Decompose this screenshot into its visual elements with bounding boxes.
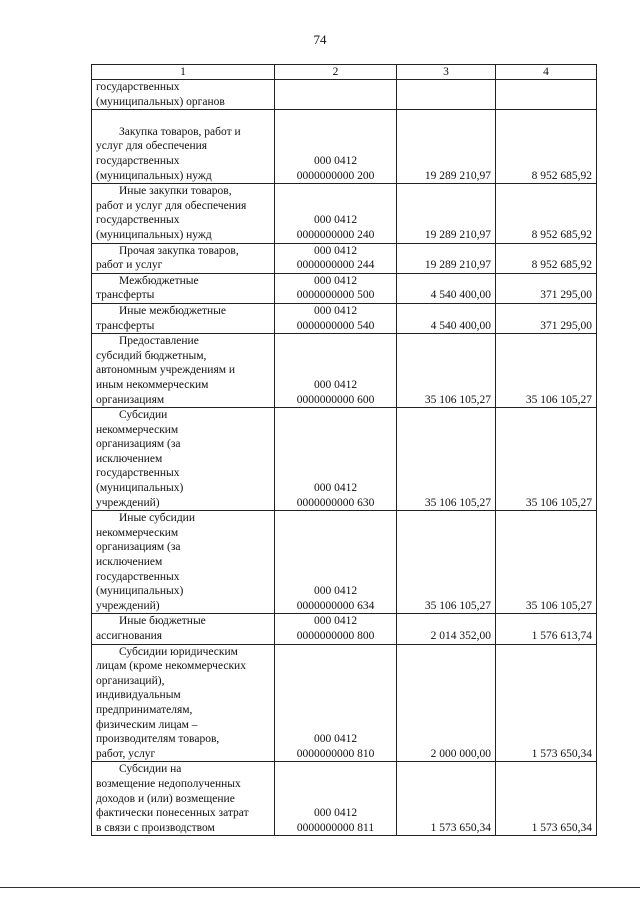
row-code: 000 0412 0000000000 800	[275, 614, 397, 644]
row-value-4: 1 573 650,34	[496, 762, 597, 836]
row-code: 000 0412 0000000000 200	[275, 110, 397, 184]
row-name: Иные субсидии некоммерческим организациям (за исключением государственных (муниципальных) учреждений)	[96, 512, 195, 612]
table-row	[92, 303, 597, 333]
row-name-cell	[92, 334, 275, 408]
table-row	[92, 80, 597, 110]
budget-table	[91, 64, 597, 836]
row-value-3: 4 540 400,00	[397, 273, 496, 303]
row-value-4: 371 295,00	[496, 303, 597, 333]
row-name-cell	[92, 762, 275, 836]
row-value-3: 2 014 352,00	[397, 614, 496, 644]
row-name: Межбюджетные трансферты	[96, 274, 199, 302]
row-value-4	[496, 80, 597, 110]
table-header-row	[92, 65, 597, 80]
row-value-3: 35 106 105,27	[397, 408, 496, 511]
row-code	[275, 80, 397, 110]
row-value-4: 8 952 685,92	[496, 184, 597, 243]
row-value-3: 19 289 210,97	[397, 184, 496, 243]
row-code: 000 0412 0000000000 500	[275, 273, 397, 303]
row-name: государственных (муниципальных) органов	[96, 81, 225, 108]
row-name: Иные закупки товаров, работ и услуг для обеспечения государственных (муниципальных) нужд	[96, 185, 247, 241]
row-code: 000 0412 0000000000 540	[275, 303, 397, 333]
row-value-4: 371 295,00	[496, 273, 597, 303]
row-name: Субсидии некоммерческим организациям (за исключением государственных (муниципальных) учреждений)	[96, 409, 184, 509]
row-value-3: 35 106 105,27	[397, 334, 496, 408]
row-name-cell	[92, 408, 275, 511]
row-name: Субсидии юридическим лицам (кроме некоммерческих организаций), индивидуальным предпринимателям, физическим лицам – производителям товаров, работ, услуг	[96, 645, 246, 760]
row-value-3: 2 000 000,00	[397, 644, 496, 762]
page-number: 74	[313, 32, 327, 47]
column-header-2: 2	[275, 65, 397, 80]
row-name-cell	[92, 243, 275, 273]
row-code: 000 0412 0000000000 634	[275, 511, 397, 614]
row-value-4: 1 576 613,74	[496, 614, 597, 644]
table-row	[92, 273, 597, 303]
row-name-cell	[92, 184, 275, 243]
row-code: 000 0412 0000000000 244	[275, 243, 397, 273]
table-row	[92, 184, 597, 243]
row-value-4: 8 952 685,92	[496, 243, 597, 273]
page-bottom-rule	[0, 887, 640, 888]
row-code: 000 0412 0000000000 240	[275, 184, 397, 243]
row-code: 000 0412 0000000000 630	[275, 408, 397, 511]
row-value-3: 35 106 105,27	[397, 511, 496, 614]
row-name: Иные межбюджетные трансферты	[96, 304, 226, 332]
row-value-4: 8 952 685,92	[496, 110, 597, 184]
row-value-4: 35 106 105,27	[496, 511, 597, 614]
table-row	[92, 644, 597, 762]
table-row	[92, 110, 597, 184]
column-header-4: 4	[496, 65, 597, 80]
row-value-3: 4 540 400,00	[397, 303, 496, 333]
table-row	[92, 408, 597, 511]
row-name: Субсидии на возмещение недополученных доходов и (или) возмещение фактически понесенных затрат в связи с производством	[96, 763, 249, 834]
row-value-4: 1 573 650,34	[496, 644, 597, 762]
row-name: Предоставление субсидий бюджетным, автономным учреждениям и иным некоммерческим организациям	[96, 335, 236, 406]
row-code: 000 0412 0000000000 811	[275, 762, 397, 836]
row-name: Прочая закупка товаров, работ и услуг	[96, 244, 239, 272]
row-code: 000 0412 0000000000 600	[275, 334, 397, 408]
table-row	[92, 243, 597, 273]
table-row	[92, 511, 597, 614]
column-header-1: 1	[92, 65, 275, 80]
row-name-cell	[92, 644, 275, 762]
row-value-4: 35 106 105,27	[496, 408, 597, 511]
row-name: Закупка товаров, работ и услуг для обеспечения государственных (муниципальных) нужд	[96, 125, 241, 182]
row-value-3	[397, 80, 496, 110]
row-value-3: 19 289 210,97	[397, 243, 496, 273]
row-value-3: 1 573 650,34	[397, 762, 496, 836]
row-name-cell	[92, 614, 275, 644]
row-value-4: 35 106 105,27	[496, 334, 597, 408]
table-row	[92, 334, 597, 408]
table-row	[92, 614, 597, 644]
row-name-cell	[92, 110, 275, 184]
column-header-3: 3	[397, 65, 496, 80]
row-name-cell	[92, 303, 275, 333]
row-name-cell	[92, 273, 275, 303]
row-name-cell	[92, 80, 275, 110]
row-value-3: 19 289 210,97	[397, 110, 496, 184]
row-name: Иные бюджетные ассигнования	[96, 615, 206, 642]
table-row	[92, 762, 597, 836]
row-name-cell	[92, 511, 275, 614]
row-code: 000 0412 0000000000 810	[275, 644, 397, 762]
